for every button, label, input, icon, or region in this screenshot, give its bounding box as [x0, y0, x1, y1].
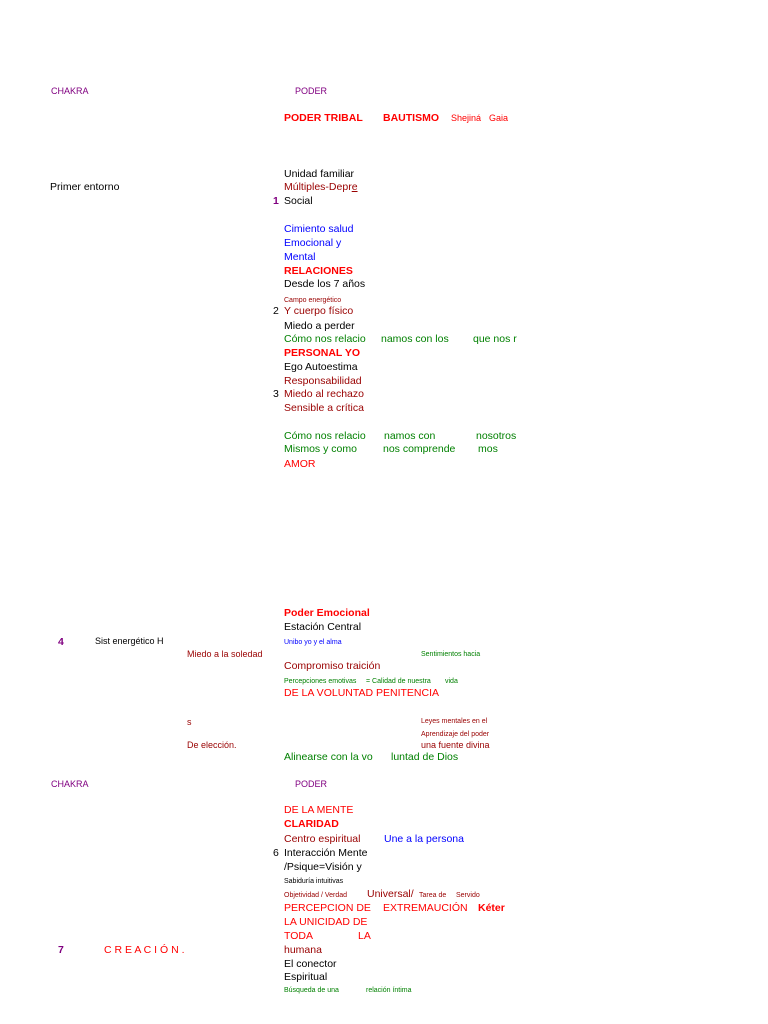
responsabilidad-text: Responsabilidad [284, 375, 362, 387]
keter-text: Kéter [478, 902, 505, 914]
creacion-text: C R E A C I Ó N . [104, 944, 185, 956]
poder-header-2: PODER [295, 779, 328, 789]
relacion-intima-text: relación íntima [366, 987, 412, 994]
aprendizaje-text: Aprendizaje del poder [421, 731, 490, 738]
namos-con-los-text: namos con los [381, 333, 449, 345]
multiples-depre-label: Múltiples-Depre [284, 181, 358, 193]
extremaucion-text: EXTREMAUCIÓN [383, 902, 468, 914]
emocional-text: Emocional y [284, 237, 342, 249]
mos-text: mos [478, 443, 498, 455]
desde-7-anos-text: Desde los 7 años [284, 278, 366, 290]
voluntad-penitencia-text: DE LA VOLUNTAD PENITENCIA [284, 687, 440, 699]
claridad-title: CLARIDAD [284, 818, 339, 830]
poder-emocional-title: Poder Emocional [284, 607, 370, 619]
campo-energetico-text: Campo energético [284, 297, 342, 304]
chakra-number-6: 6 [273, 847, 279, 859]
centro-espiritual-text: Centro espiritual [284, 833, 361, 845]
chakra-number-7: 7 [58, 944, 64, 956]
servido-text: Servido [456, 892, 480, 899]
miedo-al-rechazo-text: Miedo al rechazo [284, 388, 364, 400]
nosotros-text: nosotros [476, 431, 517, 442]
primer-entorno-label: Primer entorno [50, 181, 120, 193]
sist-energetico-text: Sist energético H [95, 636, 164, 646]
unicidad-text: LA UNICIDAD DE [284, 916, 368, 928]
miedo-soledad-text: Miedo a la soledad [187, 649, 263, 659]
sentimientos-text: Sentimientos hacia [421, 651, 481, 658]
humana-text: humana [284, 944, 322, 956]
multiples-depre-underlined-letter: e [351, 181, 358, 193]
mental-text: Mental [284, 251, 316, 263]
como-nos-relacio-text: Cómo nos relacio [284, 333, 366, 345]
tarea-de-text: Tarea de [419, 892, 447, 899]
une-persona-text: Une a la persona [384, 833, 464, 845]
y-cuerpo-fisico-text: Y cuerpo físico [284, 305, 354, 317]
el-conector-text: El conector [284, 958, 337, 970]
toda-text: TODA [284, 930, 313, 942]
poder-header: PODER [295, 86, 328, 96]
objetividad-text: Objetividad / Verdad [284, 892, 348, 899]
chakra-header-2: CHAKRA [51, 779, 89, 789]
cimiento-salud-text: Cimiento salud [284, 223, 354, 235]
psique-vision-text: /Psique=Visión y [284, 861, 362, 873]
percepcion-de-text: PERCEPCION DE [284, 902, 371, 914]
ego-autoestima-text: Ego Autoestima [284, 361, 358, 373]
amor-text: AMOR [284, 458, 316, 470]
unidad-familiar-text: Unidad familiar [284, 168, 355, 180]
multiples-depre-text [284, 182, 358, 193]
sabiduria-text: Sabiduría intuitivas [284, 878, 344, 885]
de-eleccion-text: De elección. [187, 740, 237, 750]
busqueda-text: Búsqueda de una [284, 987, 339, 994]
interaccion-mente-text: Interacción Mente [284, 847, 368, 859]
gaia-label: Gaia [489, 113, 509, 123]
shejina-label: Shejiná [451, 113, 482, 123]
unibo-yo-text: Unibo yo y el alma [284, 639, 342, 646]
social-text: Social [284, 195, 313, 207]
percepciones-emotivas-text: Percepciones emotivas [284, 678, 357, 685]
la-text: LA [358, 930, 371, 942]
que-nos-text: que nos r [473, 334, 517, 345]
bautismo-title: BAUTISMO [383, 112, 439, 124]
compromiso-traicion-text: Compromiso traición [284, 660, 381, 672]
nos-comprende-text: nos comprende [383, 443, 456, 455]
namos-con-text: namos con [384, 430, 436, 442]
alinearse-text: Alinearse con la vo [284, 751, 373, 763]
sensible-critica-text: Sensible a crítica [284, 402, 364, 414]
personal-yo-title: PERSONAL YO [284, 347, 361, 359]
s-text: s [187, 717, 192, 727]
leyes-mentales-text: Leyes mentales en el [421, 718, 488, 725]
mismos-y-como-text: Mismos y como [284, 443, 357, 455]
universal-text: Universal/ [367, 888, 414, 900]
miedo-a-perder-text: Miedo a perder [284, 320, 355, 332]
poder-tribal-title: PODER TRIBAL [284, 112, 363, 124]
chakra-number-4: 4 [58, 636, 64, 648]
luntad-de-dios-text: luntad de Dios [391, 751, 459, 763]
de-la-mente-text: DE LA MENTE [284, 804, 354, 816]
chakra-header: CHAKRA [51, 86, 89, 96]
como-nos-relacio-2-text: Cómo nos relacio [284, 430, 366, 442]
relaciones-title: RELACIONES [284, 265, 353, 277]
chakra-number-1: 1 [273, 195, 279, 207]
calidad-text: = Calidad de nuestra [366, 678, 431, 685]
chakra-number-2: 2 [273, 305, 279, 317]
fuente-divina-text: una fuente divina [421, 740, 490, 750]
vida-text: vida [445, 678, 458, 685]
espiritual-text: Espiritual [284, 971, 328, 983]
estacion-central-text: Estación Central [284, 621, 362, 633]
chakra-number-3: 3 [273, 388, 279, 400]
